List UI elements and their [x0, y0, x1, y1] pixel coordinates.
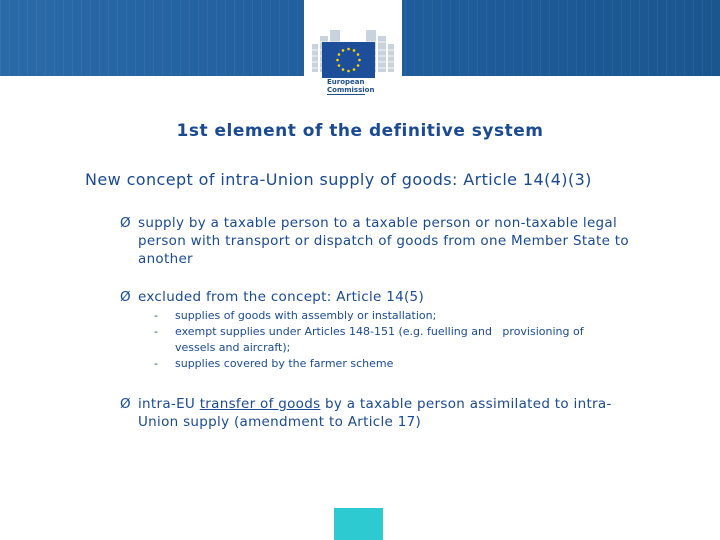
bullet-3-underlined: transfer of goods [199, 396, 321, 412]
dash-marker: - [154, 325, 158, 338]
eu-star-icon [358, 59, 361, 62]
eu-flag-icon [322, 42, 375, 78]
bullet-1-line-2: person with transport or dispatch of goods from one Member State to [138, 233, 629, 249]
bullet-1-line-3: another [138, 251, 193, 267]
slide-subtitle: New concept of intra-Union supply of goods: Article 14(4)(3) [85, 170, 592, 189]
eu-star-icon [347, 48, 350, 51]
eu-star-icon [342, 68, 345, 71]
arrow-bullet-icon: Ø [120, 396, 131, 412]
sub-item-1-text: supplies of goods with assembly or installation; [175, 309, 437, 322]
sub-item-3-text: supplies covered by the farmer scheme [175, 357, 394, 370]
dash-marker: - [154, 357, 158, 370]
arrow-bullet-icon: Ø [120, 289, 131, 305]
eu-star-icon [353, 49, 356, 52]
bullet-1 [120, 214, 638, 268]
slide-title: 1st element of the definitive system [176, 121, 544, 141]
bullet-1-line-1: supply by a taxable person to a taxable person or non-taxable legal [138, 215, 618, 231]
eu-star-icon [336, 59, 339, 62]
bullet-3-post: by a taxable person assimilated to intra- [320, 396, 612, 412]
arrow-bullet-icon: Ø [120, 215, 131, 231]
eu-star-icon [347, 70, 350, 73]
logo-rule [327, 94, 365, 95]
eu-star-icon [342, 49, 345, 52]
bullet-3-line-1 [138, 395, 638, 413]
eu-star-icon [357, 53, 360, 56]
eu-star-icon [357, 64, 360, 67]
sub-item-2-line-1: exempt supplies under Articles 148-151 (e.g. fuelling and provisioning of [175, 325, 584, 338]
logo-line2: Commission [327, 86, 375, 94]
logo-line1: European [327, 78, 365, 86]
dash-marker: - [154, 309, 158, 322]
bullet-2 [120, 288, 638, 306]
eu-star-icon [353, 68, 356, 71]
bullet-3-line-2: Union supply (amendment to Article 17) [138, 414, 422, 430]
bottom-tab [334, 508, 383, 540]
sub-item-2-line-2: vessels and aircraft); [175, 341, 291, 354]
eu-star-icon [338, 53, 341, 56]
bullet-3 [120, 395, 638, 431]
eu-star-icon [338, 64, 341, 67]
logo-text [327, 78, 374, 94]
bullet-3-pre: intra-EU [138, 396, 200, 412]
bullet-2-line-1: excluded from the concept: Article 14(5) [138, 289, 425, 305]
